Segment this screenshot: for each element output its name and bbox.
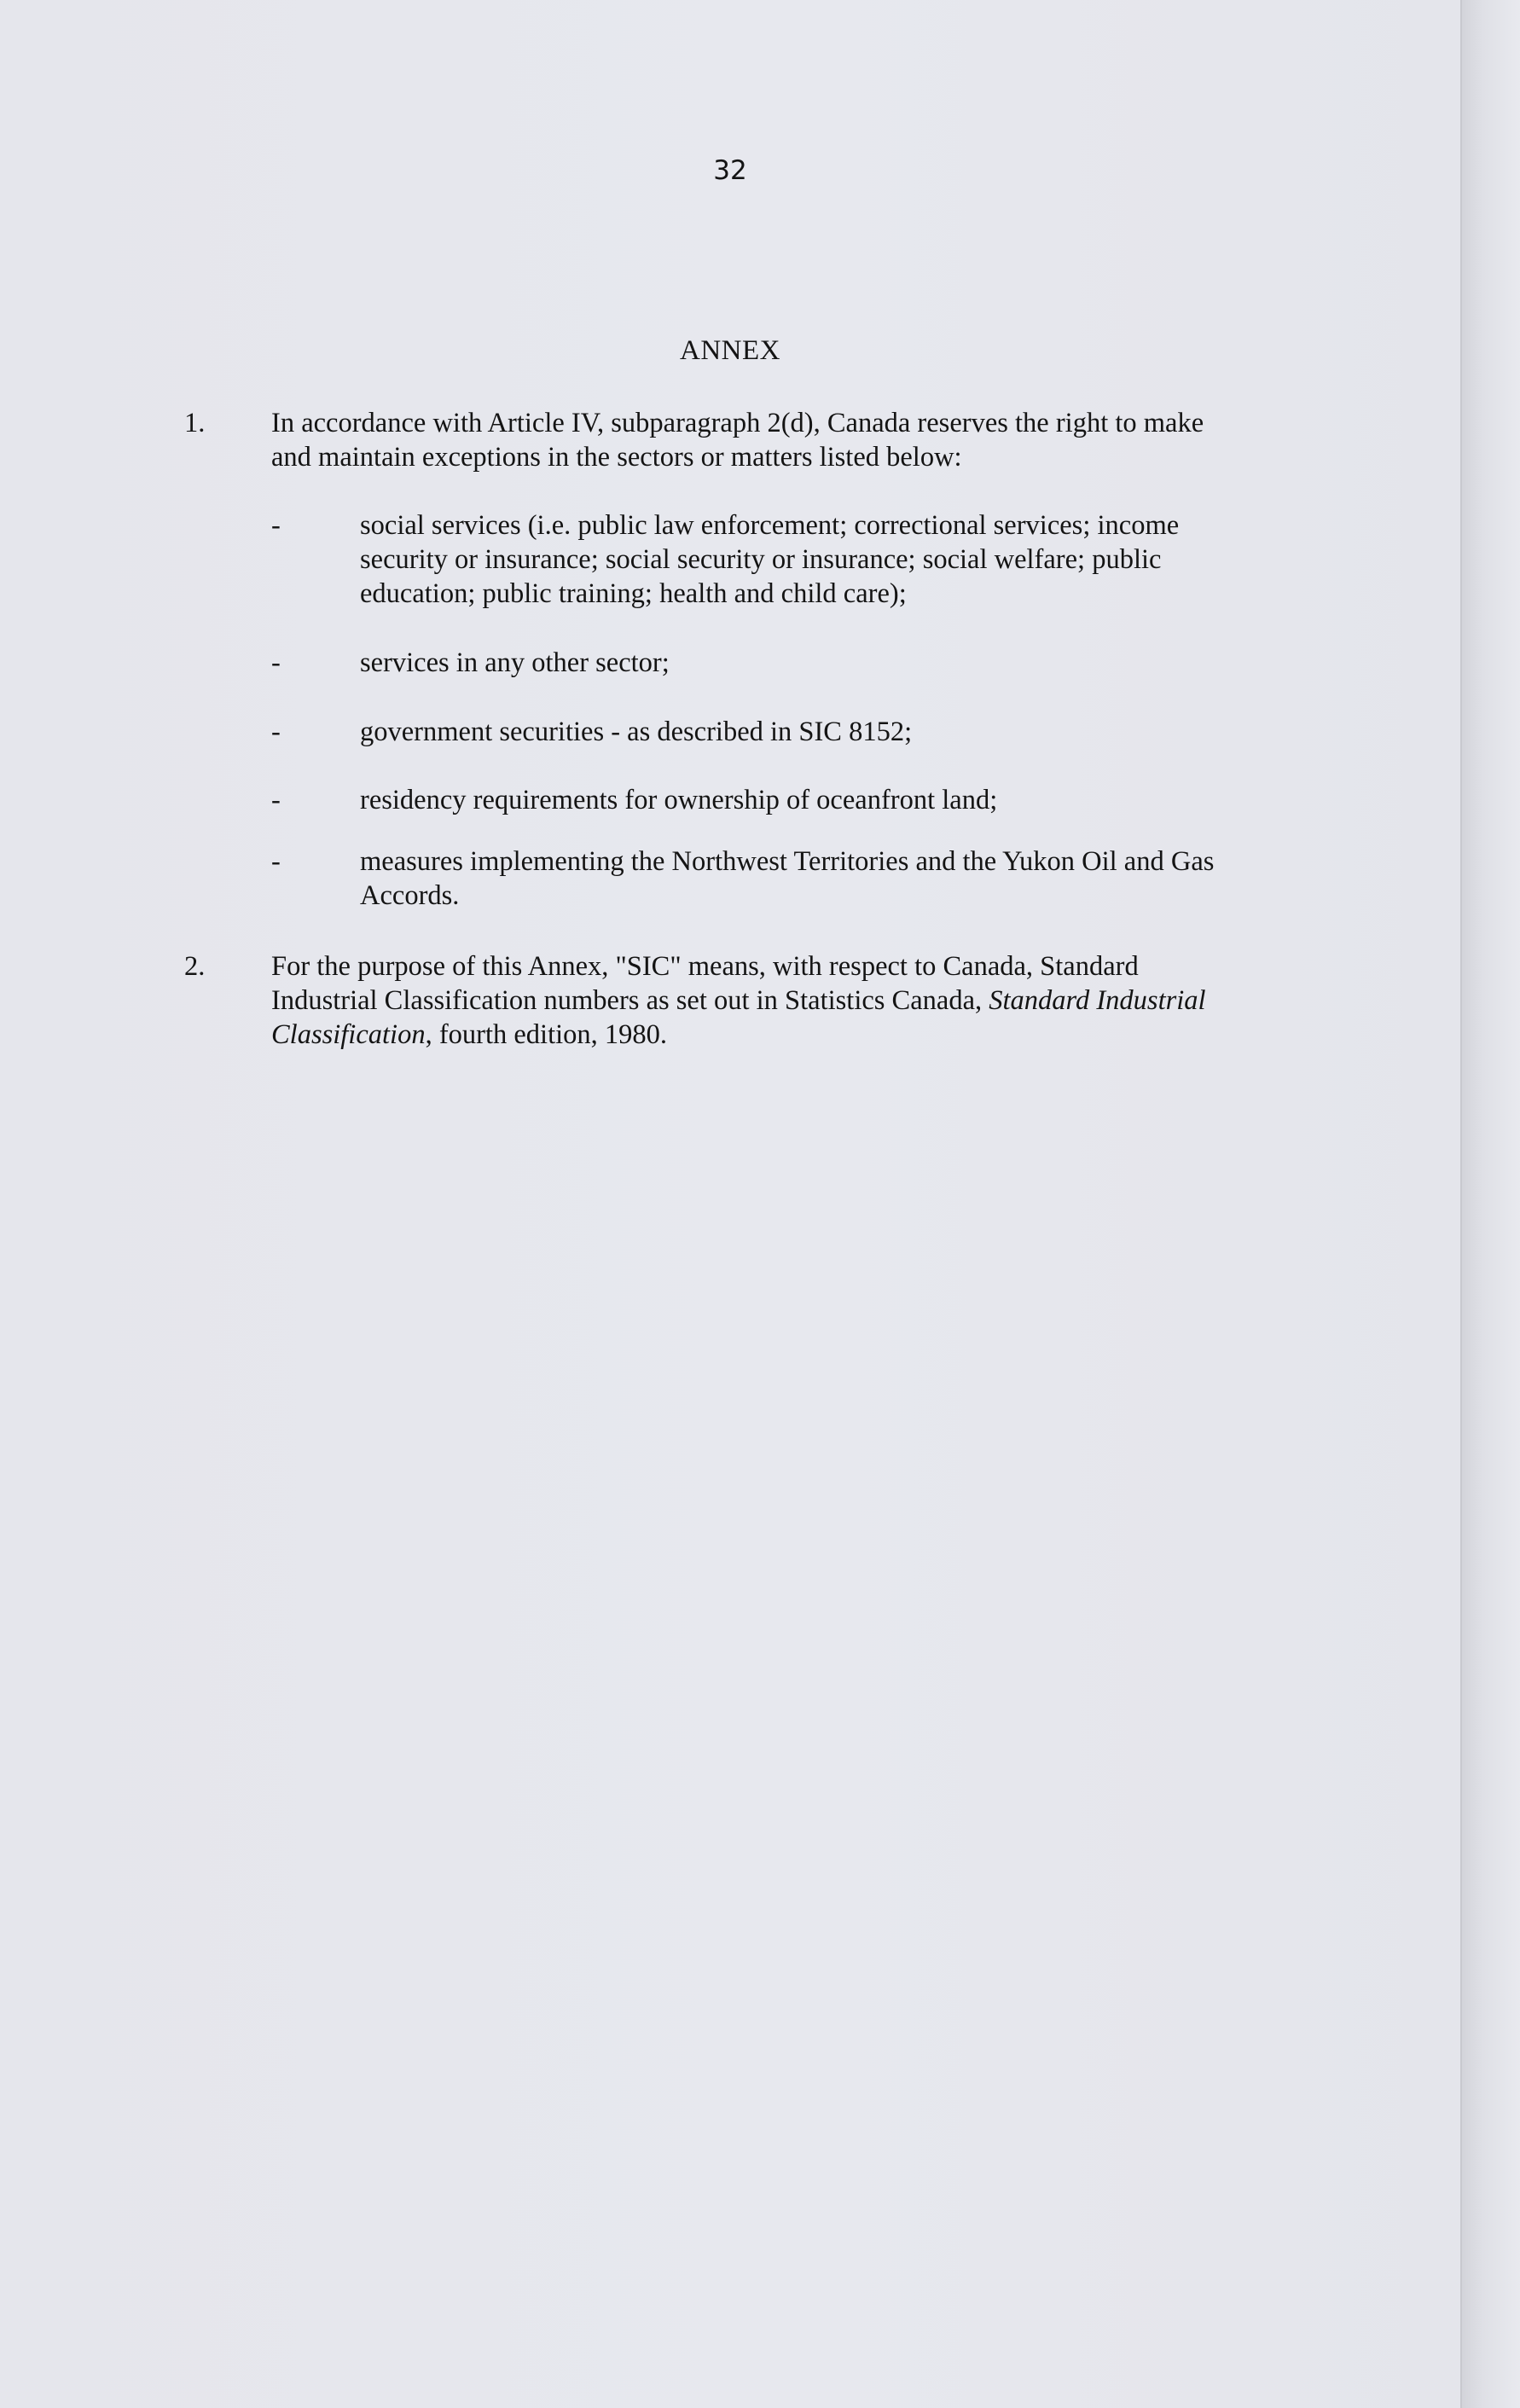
bullet-2-marker: - [271,647,281,678]
item-2-text-after: , fourth edition, 1980. [425,1019,668,1050]
item-1-text: In accordance with Article IV, subparagraph 2(d), Canada reserves the right to make and maintain exceptions in the sectors or matters listed below: [271,408,1204,473]
item-2-text [271,949,1244,1052]
bullet-2-text: services in any other sector; [360,647,670,678]
item-1-number: 1. [184,408,206,438]
item-2-text-before: For the purpose of this Annex, "SIC" means, with respect to Canada, Standard Industrial Classification numbers as set out in Statistics Canada, [271,951,1139,1016]
bullet-1-marker: - [271,510,281,541]
bullet-3-text: government securities - as described in SIC 8152; [360,717,913,747]
item-2-number: 2. [184,951,206,982]
item-2-text-italic: Standard Industrial Classification [271,985,1206,1050]
bullet-3-marker: - [271,717,281,747]
bullet-4-marker: - [271,785,281,815]
bullet-4-text: residency requirements for ownership of oceanfront land; [360,785,998,815]
page-edge-shadow [1460,0,1520,2408]
bullet-5-text: measures implementing the Northwest Territories and the Yukon Oil and Gas Accords. [360,846,1215,911]
page-number: 32 [713,155,747,186]
bullet-1-text: social services (i.e. public law enforcement; correctional services; income security or insurance; social security or insurance; social welfare; public education; public training; health and child care); [360,510,1180,609]
bullet-5-marker: - [271,846,281,877]
annex-title: ANNEX [680,335,780,366]
